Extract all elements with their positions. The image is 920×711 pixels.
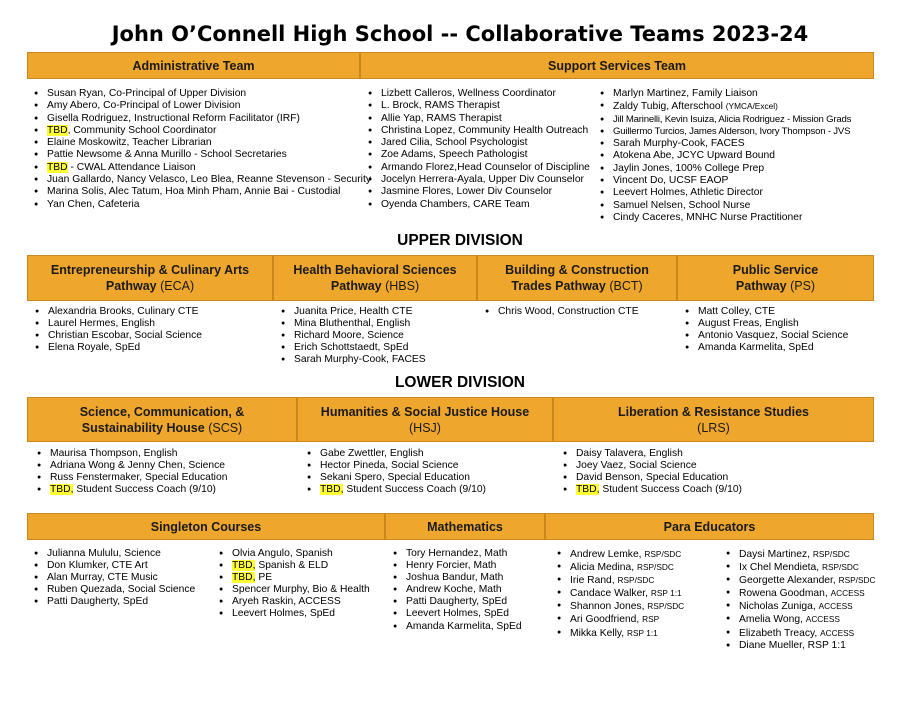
list-item-text: Amelia Wong, <box>739 614 806 626</box>
house-member-list <box>305 448 486 496</box>
list-item: ● Antonio Vasquez, Social Science <box>683 330 848 342</box>
tbd-highlight: TBD, <box>320 484 344 496</box>
list-item: ● L. Brock, RAMS Therapist <box>366 100 590 112</box>
list-item: ● Gisella Rodriguez, Instructional Reform Facilitator (IRF) <box>32 113 371 125</box>
list-item <box>217 560 370 572</box>
list-item-text: Nicholas Zuniga, <box>739 601 819 613</box>
list-item: ● Zoe Adams, Speech Pathologist <box>366 149 590 161</box>
list-item: ● Hector Pineda, Social Science <box>305 460 486 472</box>
list-item <box>598 126 851 138</box>
list-item <box>555 627 684 640</box>
admin-team-header: Administrative Team <box>27 52 360 79</box>
tbd-highlight: TBD, <box>232 572 256 584</box>
list-item: ● Jocelyn Herrera-Ayala, Upper Div Counselor <box>366 174 590 186</box>
list-item <box>724 574 876 587</box>
list-item <box>217 572 370 584</box>
list-item: ● Joshua Bandur, Math <box>391 572 522 584</box>
list-item <box>35 484 227 496</box>
header-line: Liberation & Resistance Studies <box>617 405 810 419</box>
lower-division-title: LOWER DIVISION <box>394 374 526 391</box>
list-item: ● Don Klumker, CTE Art <box>32 560 195 572</box>
house-member-list <box>561 448 742 496</box>
list-item <box>598 138 851 150</box>
list-item-text: Zaldy Tubig, Afterschool <box>613 101 726 113</box>
pathway-member-list <box>483 306 639 318</box>
list-item: ● Sekani Spero, Special Education <box>305 472 486 484</box>
header-subtitle: Pathway <box>735 279 791 293</box>
list-item: ● Andrew Koche, Math <box>391 584 522 596</box>
list-item-role: (YMCA/Excel) <box>725 101 778 112</box>
support-team-list-col1 <box>366 88 590 211</box>
list-item <box>598 200 851 212</box>
list-item: ● Jasmine Flores, Lower Div Counselor <box>366 186 590 198</box>
list-item: ● Amanda Karmelita, SpEd <box>391 621 522 633</box>
list-item: ● Erich Schottstaedt, SpEd <box>279 342 426 354</box>
list-item-text: Vincent Do, UCSF EAOP <box>613 175 729 187</box>
list-item <box>555 587 684 600</box>
list-item-text: Candace Walker, <box>570 588 651 600</box>
list-item: ● Marina Solis, Alec Tatum, Hoa Minh Pham, Annie Bai - Custodial <box>32 186 371 198</box>
list-item: ● Ruben Quezada, Social Science <box>32 584 195 596</box>
list-item-text: Samuel Nelsen, School Nurse <box>613 199 751 211</box>
list-item-role: RSP/SDC <box>838 575 876 586</box>
list-item <box>724 627 876 640</box>
singleton-list-col1 <box>32 548 195 608</box>
tbd-highlight: TBD <box>47 161 68 173</box>
list-item: ● Amy Abero, Co-Principal of Lower Division <box>32 100 371 112</box>
list-item-role: RSP/SDC <box>812 549 850 559</box>
list-item <box>598 114 851 126</box>
mathematics-header: Mathematics <box>385 513 545 540</box>
list-item-text: Alicia Medina, <box>570 562 637 574</box>
list-item: ● David Benson, Special Education <box>561 472 742 484</box>
header-line <box>298 420 552 436</box>
list-item: ● Julianna Mululu, Science <box>32 548 195 560</box>
list-item-text: Cindy Caceres, MNHC Nurse Practitioner <box>613 211 803 223</box>
list-item-text: Andrew Lemke, <box>570 549 645 560</box>
mathematics-list <box>391 548 522 633</box>
pathway-header <box>477 255 677 301</box>
list-item: ● Yan Chen, Cafeteria <box>32 199 371 211</box>
list-item-text: Mikka Kelly, <box>570 627 628 639</box>
list-item: ● Elena Royale, SpEd <box>33 342 202 354</box>
list-item: ● Joey Vaez, Social Science <box>561 460 742 472</box>
list-item: ● Christian Escobar, Social Science <box>33 330 202 342</box>
list-item <box>561 484 742 496</box>
header-abbreviation: (SCS) <box>208 421 243 435</box>
header-subtitle: Pathway <box>105 279 161 293</box>
singleton-list-col2 <box>217 548 370 621</box>
list-item-text: Elizabeth Treacy, <box>739 627 821 639</box>
list-item <box>724 640 876 652</box>
list-item: ● Leevert Holmes, SpEd <box>217 608 370 620</box>
list-item-text: Rowena Goodman, <box>739 588 831 600</box>
upper-division-title: UPPER DIVISION <box>397 232 523 249</box>
pathway-member-list <box>683 306 848 354</box>
list-item: ● Leevert Holmes, SpEd <box>391 608 522 620</box>
list-item-text: Daysi Martinez, <box>739 549 813 560</box>
header-line: Public Service <box>732 263 819 277</box>
list-item: ● Laurel Hermes, English <box>33 318 202 330</box>
list-item <box>724 548 876 561</box>
list-item: ● Elaine Moskowitz, Teacher Librarian <box>32 137 371 149</box>
header-subtitle: Trades Pathway <box>511 279 610 293</box>
header-abbreviation: (HSJ) <box>409 421 441 435</box>
list-item-text: Irie Rand, <box>570 575 618 587</box>
list-item <box>598 163 851 175</box>
list-item: ● Russ Fenstermaker, Special Education <box>35 472 227 484</box>
header-line <box>28 420 296 436</box>
list-item: ● Pattie Newsome & Anna Murillo - School Secretaries <box>32 149 371 161</box>
page-title: John O’Connell High School -- Collaborative Teams 2023-24 <box>111 22 809 46</box>
list-item: ● Henry Forcier, Math <box>391 560 522 572</box>
list-item <box>724 600 876 613</box>
list-item <box>598 175 851 187</box>
list-item-text: Student Success Coach (9/10) <box>343 484 486 496</box>
list-item: ● Armando Florez,Head Counselor of Discipline <box>366 162 590 174</box>
header-line <box>28 278 272 294</box>
list-item <box>724 587 876 600</box>
list-item: ● Tory Hernandez, Math <box>391 548 522 560</box>
list-item-text: Sarah Murphy-Cook, FACES <box>613 138 745 150</box>
support-team-list-col2 <box>598 88 851 224</box>
list-item: ● Jared Cilia, School Psychologist <box>366 137 590 149</box>
list-item <box>555 613 684 626</box>
list-item <box>32 162 371 174</box>
list-item: ● Richard Moore, Science <box>279 330 426 342</box>
list-item: ● Alexandria Brooks, Culinary CTE <box>33 306 202 318</box>
list-item-text: Shannon Jones, <box>570 601 648 613</box>
list-item-role: ACCESS <box>830 588 865 599</box>
list-item: ● Lizbett Calleros, Wellness Coordinator <box>366 88 590 100</box>
list-item-role: RSP <box>642 614 660 625</box>
list-item: ● Chris Wood, Construction CTE <box>483 306 639 318</box>
list-item <box>555 561 684 574</box>
list-item <box>598 88 851 100</box>
list-item-text: Student Success Coach (9/10) <box>73 484 216 496</box>
list-item <box>724 613 876 626</box>
header-line: Entrepreneurship & Culinary Arts <box>50 263 250 277</box>
list-item: ● Oyenda Chambers, CARE Team <box>366 199 590 211</box>
header-line: Building & Construction <box>505 263 649 277</box>
list-item: ● Allie Yap, RAMS Therapist <box>366 113 590 125</box>
list-item-text: Atokena Abe, JCYC Upward Bound <box>613 150 775 162</box>
header-subtitle: Sustainability House <box>81 421 209 435</box>
list-item-role: RSP 1:1 <box>627 627 658 638</box>
list-item: ● Adriana Wong & Jenny Chen, Science <box>35 460 227 472</box>
header-subtitle: Pathway <box>330 279 386 293</box>
pathway-member-list <box>279 306 426 366</box>
header-line <box>554 420 873 436</box>
pathway-header <box>273 255 477 301</box>
list-item <box>555 574 684 587</box>
list-item: ● Patti Daugherty, SpEd <box>32 596 195 608</box>
list-item-role: RSP/SDC <box>636 562 674 573</box>
list-item <box>555 600 684 613</box>
list-item <box>598 100 851 113</box>
header-line: Health Behavioral Sciences <box>293 263 457 277</box>
header-abbreviation: (HBS) <box>385 279 420 293</box>
list-item: ● Susan Ryan, Co-Principal of Upper Division <box>32 88 371 100</box>
list-item <box>32 125 371 137</box>
header-line: Science, Communication, & <box>79 405 245 419</box>
para-educators-list-col1 <box>555 548 684 640</box>
list-item <box>724 561 876 574</box>
pathway-member-list <box>33 306 202 354</box>
list-item-text: Jaylin Jones, 100% College Prep <box>613 162 765 174</box>
list-item-role: ACCESS <box>820 627 855 638</box>
list-item-text: Marlyn Martinez, Family Liaison <box>613 88 758 99</box>
list-item: ● Sarah Murphy-Cook, FACES <box>279 354 426 366</box>
list-item: ● Juan Gallardo, Nancy Velasco, Leo Blea, Reanne Stevenson - Security <box>32 174 371 186</box>
house-header <box>553 397 874 442</box>
list-item <box>598 187 851 199</box>
singleton-courses-header: Singleton Courses <box>27 513 385 540</box>
list-item <box>598 212 851 224</box>
list-item-role: RSP/SDC <box>617 575 655 586</box>
header-line <box>274 278 476 294</box>
list-item: ● Spencer Murphy, Bio & Health <box>217 584 370 596</box>
list-item-text: - CWAL Attendance Liaison <box>67 161 196 173</box>
list-item-role: RSP/SDC <box>647 601 685 612</box>
tbd-highlight: TBD <box>47 124 68 136</box>
header-abbreviation: (LRS) <box>697 421 730 435</box>
list-item <box>555 548 684 561</box>
header-line <box>478 278 676 294</box>
list-item-role: RSP/SDC <box>644 549 682 559</box>
list-item: ● Patti Daugherty, SpEd <box>391 596 522 608</box>
header-line <box>678 278 873 294</box>
list-item-role: ACCESS <box>805 614 840 625</box>
list-item-text: Ari Goodfriend, <box>570 614 643 626</box>
tbd-highlight: TBD, <box>50 484 74 496</box>
list-item: ● August Freas, English <box>683 318 848 330</box>
header-abbreviation: (ECA) <box>160 279 195 293</box>
list-item: ● Christina Lopez, Community Health Outreach <box>366 125 590 137</box>
para-educators-header: Para Educators <box>545 513 874 540</box>
list-item-text: Diane Mueller, RSP 1:1 <box>739 639 846 651</box>
list-item-role: RSP/SDC <box>822 562 859 573</box>
list-item: ● Olvia Angulo, Spanish <box>217 548 370 560</box>
list-item: ● Alan Murray, CTE Music <box>32 572 195 584</box>
list-item-text: PE <box>255 572 273 584</box>
support-team-header: Support Services Team <box>360 52 874 79</box>
list-item-text: Leevert Holmes, Athletic Director <box>613 187 763 199</box>
list-item-text: Spanish & ELD <box>255 560 329 572</box>
pathway-header <box>677 255 874 301</box>
para-educators-list-col2 <box>724 548 876 652</box>
list-item: ● Matt Colley, CTE <box>683 306 848 318</box>
list-item-role: RSP 1:1 <box>650 588 682 599</box>
list-item-text: Student Success Coach (9/10) <box>599 484 742 496</box>
list-item-text: Jill Marinelli, Kevin Isuiza, Alicia Rodriguez - Mission Grads <box>613 113 852 125</box>
list-item-role: ACCESS <box>818 601 853 612</box>
list-item <box>598 150 851 162</box>
list-item-text: Guillermo Turcios, James Alderson, Ivory Thompson - JVS <box>613 125 851 137</box>
tbd-highlight: TBD, <box>576 484 600 496</box>
pathway-header <box>27 255 273 301</box>
list-item <box>305 484 486 496</box>
list-item: ● Juanita Price, Health CTE <box>279 306 426 318</box>
header-abbreviation: (PS) <box>790 279 816 293</box>
list-item-text: Ix Chel Mendieta, <box>739 562 822 574</box>
list-item: ● Amanda Karmelita, SpEd <box>683 342 848 354</box>
list-item: ● Maurisa Thompson, English <box>35 448 227 460</box>
list-item: ● Gabe Zwettler, English <box>305 448 486 460</box>
header-abbreviation: (BCT) <box>609 279 643 293</box>
house-header <box>297 397 553 442</box>
list-item-text: , Community School Coordinator <box>67 124 217 136</box>
list-item: ● Daisy Talavera, English <box>561 448 742 460</box>
tbd-highlight: TBD, <box>232 560 256 572</box>
house-header <box>27 397 297 442</box>
house-member-list <box>35 448 227 496</box>
list-item: ● Aryeh Raskin, ACCESS <box>217 596 370 608</box>
header-line: Humanities & Social Justice House <box>320 405 530 419</box>
admin-team-list <box>32 88 371 211</box>
list-item: ● Mina Bluthenthal, English <box>279 318 426 330</box>
list-item-text: Georgette Alexander, <box>739 575 839 587</box>
